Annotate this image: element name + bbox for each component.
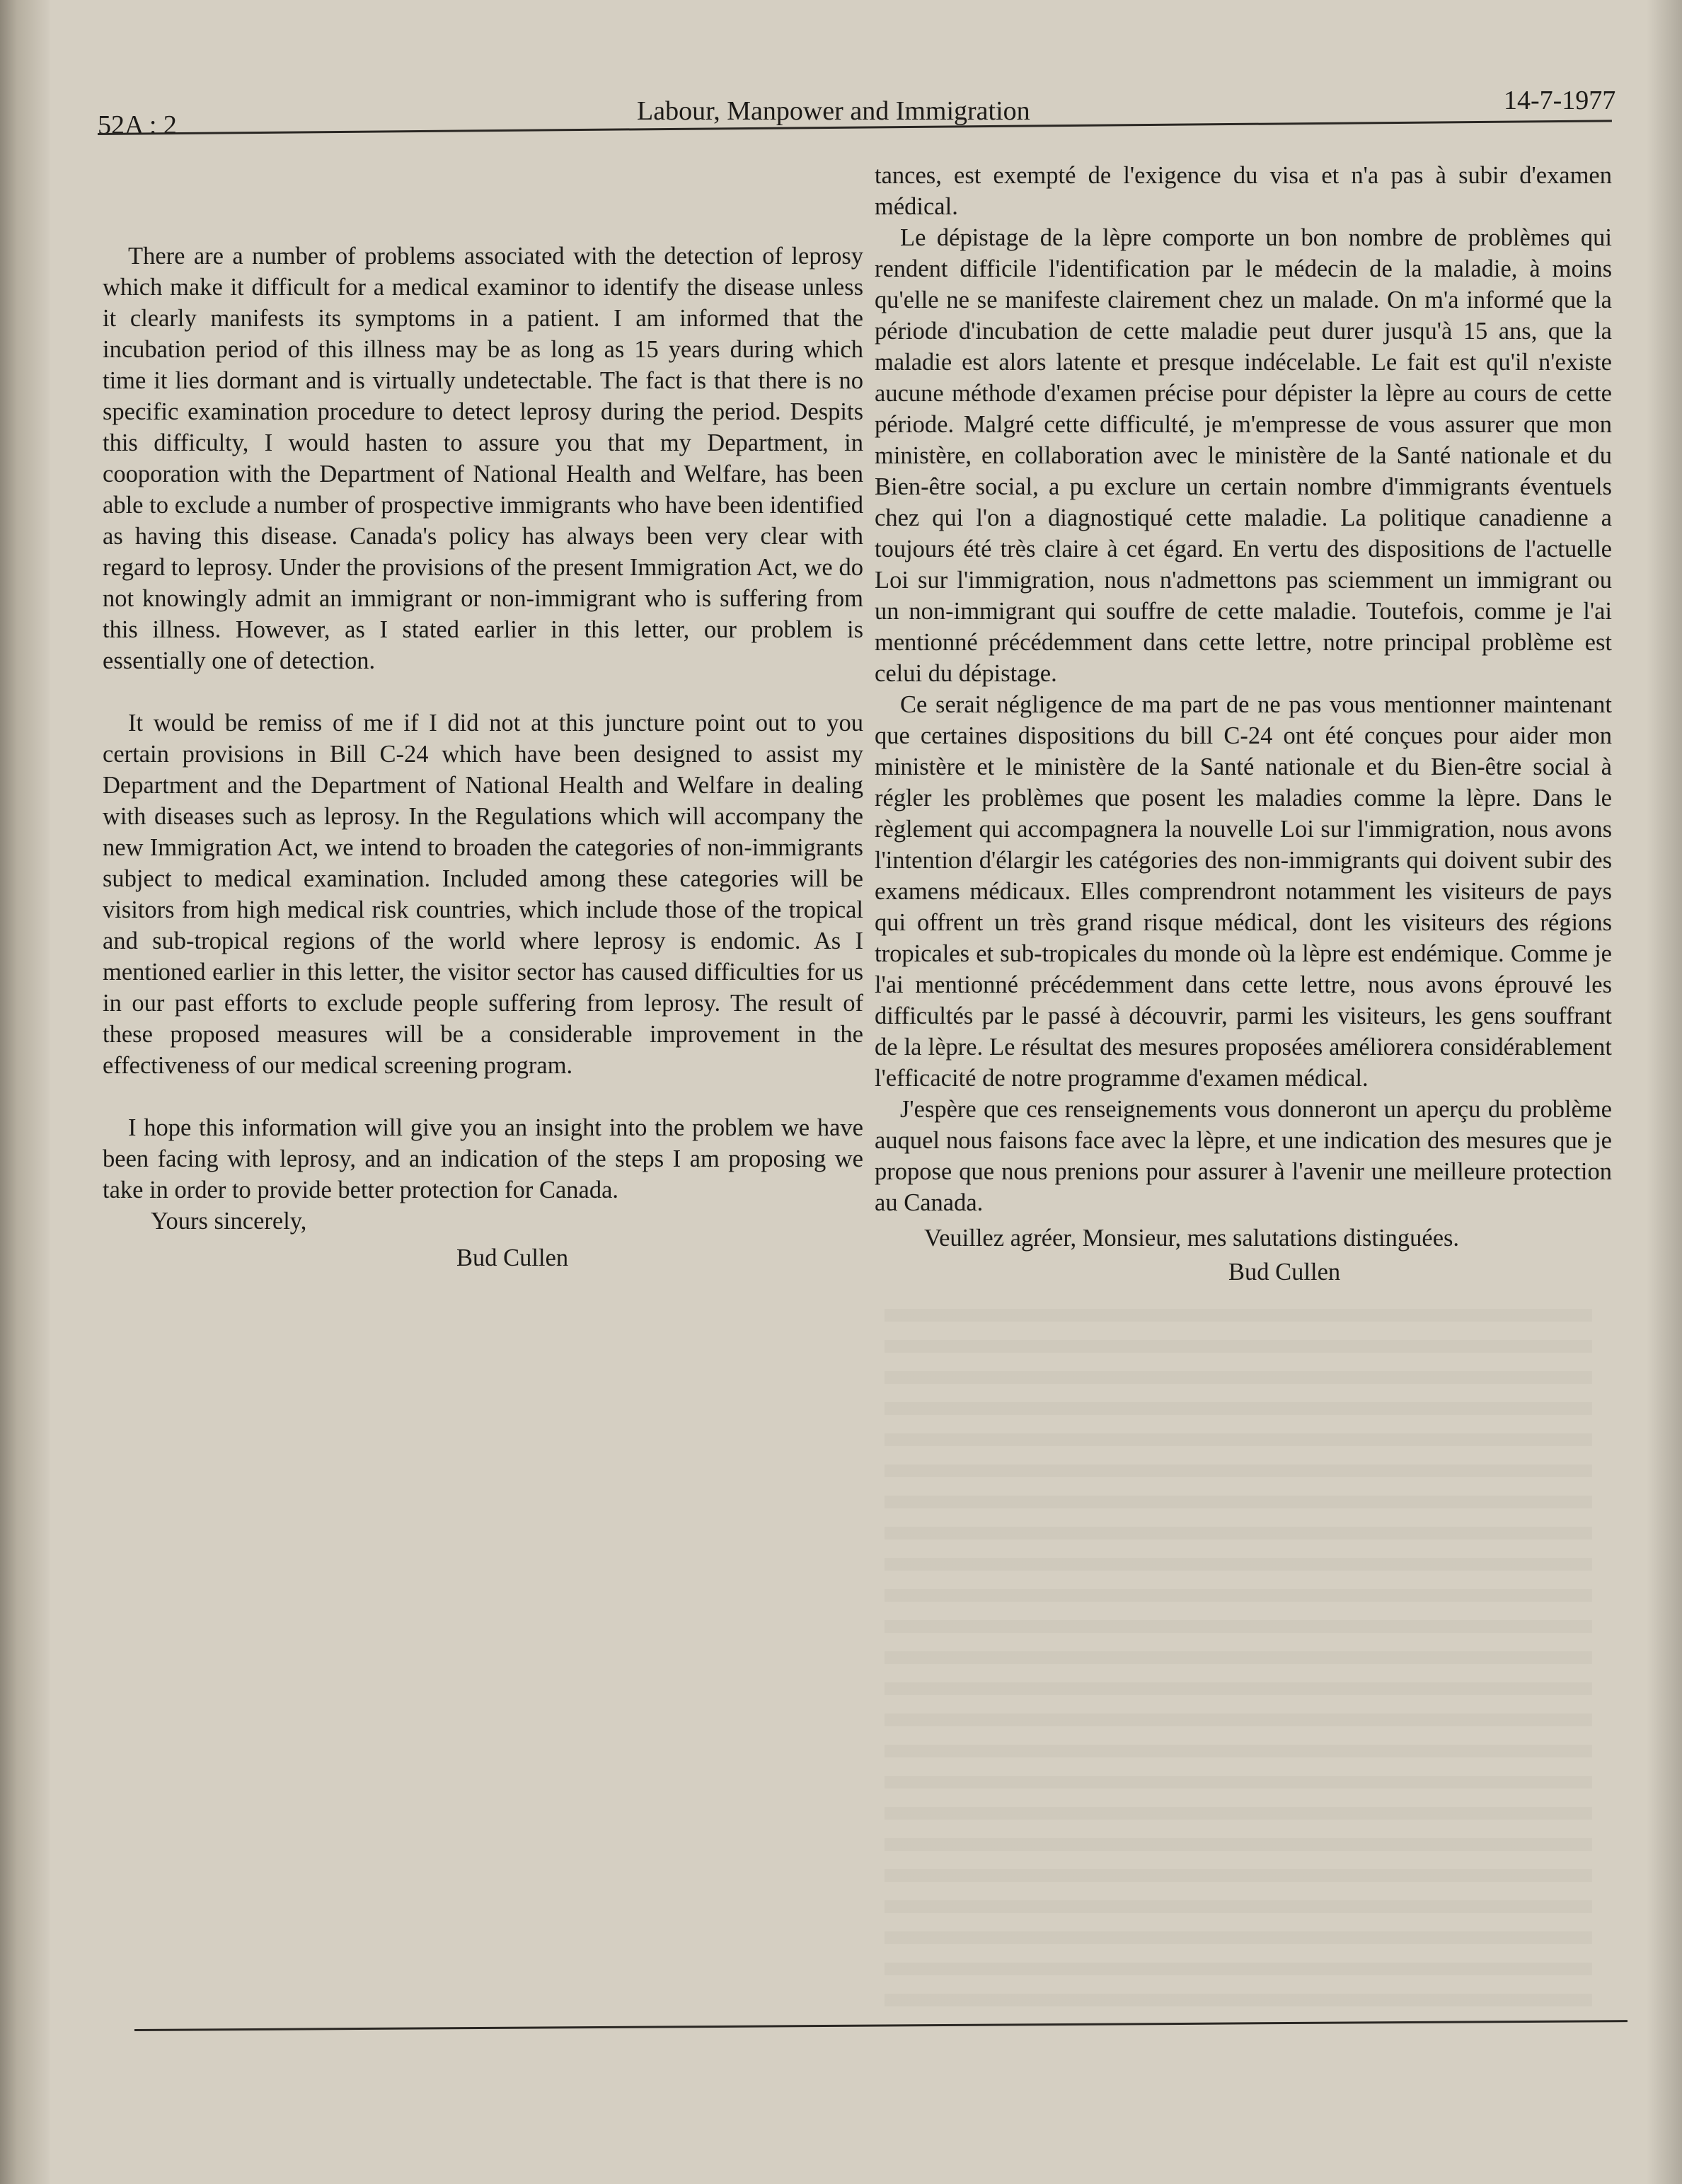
english-paragraph: It would be remiss of me if I did not at this juncture point out to you certain provisions in Bill C-24 which have been designed to assist my Department and the Department of National Health and Welfare in dealing with diseases such as leprosy. In the Regulations which will accompany the new Immigration Act, we intend to broaden the categories of non-immigrants subject to medical examination. Included among these categories will be visitors from high medical risk countries, which include those of the tropical and sub-tropical regions of the world where leprosy is endomic. As I mentioned earlier in this letter, the visitor sector has caused difficulties for us in our past efforts to exclude people suffering from leprosy. The result of these proposed measures will be a considerable improvement in the effectiveness of our medical screening program. [103, 710, 863, 1079]
bleed-through-texture [885, 1309, 1592, 2016]
french-paragraph: Le dépistage de la lèpre comporte un bon nombre de problèmes qui rendent difficile l'identification par le médecin de la maladie, à moins qu'elle ne se manifeste clairement chez un malade. On m'a informé que la période d'incubation de cette maladie peut durer jusqu'à 15 ans, que la maladie est alors latente et presque indécelable. Le fait est qu'il n'existe aucune méthode d'examen précise pour dépister la lèpre au cours de cette période. Malgré cette difficulté, je m'empresse de vous assurer que mon ministère, en collaboration avec le ministère de la Santé nationale et du Bien-être social, a pu exclure un certain nombre d'immigrants éventuels chez qui l'on a diagnostiqué cette maladie. La politique canadienne a toujours été très claire à cet égard. En vertu des dispositions de l'actuelle Loi sur l'immigration, nous n'admettons pas sciemment un immigrant ou un non-immigrant qui souffre de cette maladie. Toutefois, comme je l'ai mentionné précédemment dans cette lettre, notre principal problème est celui du dépistage. [875, 224, 1612, 687]
french-continuation: tances, est exempté de l'exigence du visa et n'a pas à subir d'examen médical. [875, 162, 1612, 220]
running-title: Labour, Manpower and Immigration [637, 96, 1030, 126]
footer-rule [134, 2020, 1628, 2031]
page-edge-shadow [1647, 0, 1682, 2184]
english-paragraph: There are a number of problems associated with the detection of leprosy which make it difficult for a medical examinor to identify the disease unless it clearly manifests its symptoms in a patient. I am informed that the incubation period of this illness may be as long as 15 years during which time it lies dormant and is virtually undetectable. The fact is that there is no specific examination procedure to detect leprosy during the period. Despits this difficulty, I would hasten to assure you that my Department, in cooporation with the Department of National Health and Welfare, has been able to exclude a number of prospective immigrants who have been identified as having this disease. Canada's policy has always been very clear with regard to leprosy. Under the provisions of the present Immigration Act, we do not knowingly admit an immigrant or non-immigrant who is suffering from this illness. However, as I stated earlier in this letter, our problem is essentially one of detection. [103, 243, 863, 674]
header-date: 14-7-1977 [1504, 86, 1616, 115]
english-paragraph: I hope this information will give you an insight into the problem we have been facing with leprosy, and an indication of the steps I am proposing we take in order to provide better protection for Canada. [103, 1114, 863, 1203]
english-column [103, 241, 863, 1273]
french-closing: Veuillez agréer, Monsieur, mes salutations distinguées. [924, 1225, 1460, 1252]
french-paragraph: J'espère que ces renseignements vous donneront un aperçu du problème auquel nous faisons face avec la lèpre, et une indication des mesures que je propose que nous prenions pour assurer à l'avenir une meilleure protection au Canada. [875, 1096, 1612, 1216]
binding-spine [0, 0, 50, 2184]
page-number: 52A : 2 [98, 110, 177, 140]
french-column [875, 160, 1612, 1288]
english-closing: Yours sincerely, [151, 1208, 307, 1235]
french-signature: Bud Cullen [1228, 1259, 1341, 1285]
english-signature: Bud Cullen [456, 1244, 569, 1271]
french-paragraph: Ce serait négligence de ma part de ne pas vous mentionner maintenant que certaines dispositions du bill C-24 ont été conçues pour aider mon ministère et le ministère de la Santé nationale et du Bien-être social à régler les problèmes que posent les maladies comme la lèpre. Dans le règlement qui accompagnera la nouvelle Loi sur l'immigration, nous avons l'intention d'élargir les catégories des non-immigrants qui doivent subir des examens médicaux. Elles comprendront notamment les visiteurs de pays qui offrent un très grand risque médical, dont les visiteurs des régions tropicales et sub-tropicales du monde où la lèpre est endémique. Comme je l'ai mentionné précédemment dans cette lettre, nous avons éprouvé les difficultés par le passé à découvrir, parmi les visiteurs, les gens souffrant de la lèpre. Le résultat des mesures proposées améliorera considérablement l'efficacité de notre programme d'examen médical. [875, 691, 1612, 1092]
